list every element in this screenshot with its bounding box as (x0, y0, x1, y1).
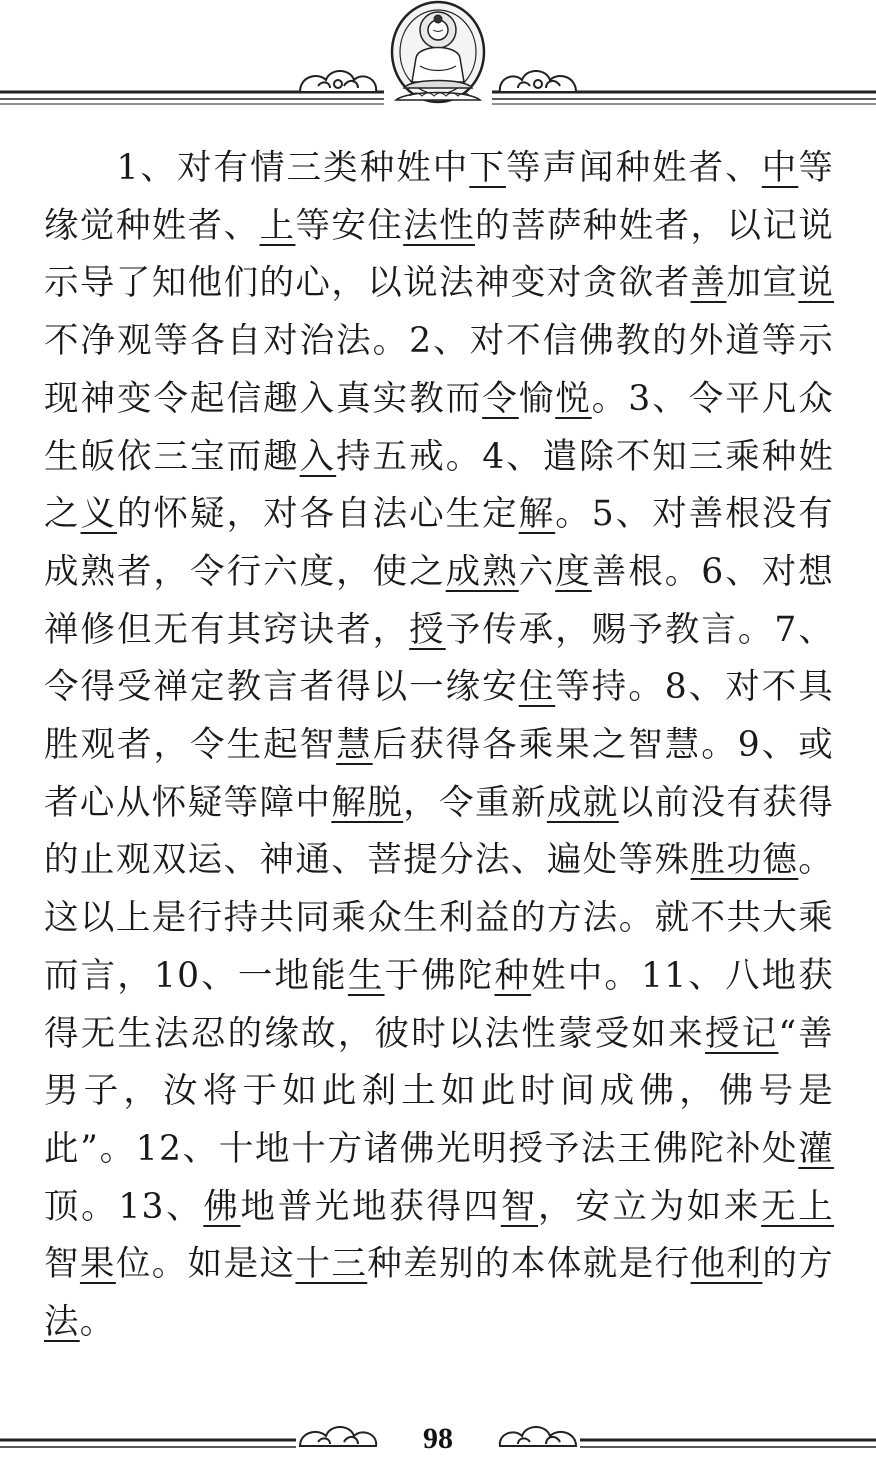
underlined-term: 解脱 (331, 782, 404, 823)
underlined-term: 入 (299, 436, 337, 477)
underlined-term: 胜功德 (690, 840, 799, 881)
text-run: 于佛陀 (384, 955, 495, 996)
text-run: 种差别的本体就是行 (367, 1244, 691, 1285)
underlined-term: 生 (347, 955, 385, 996)
text-run: 六 (518, 551, 556, 592)
underlined-term: 下 (469, 148, 506, 188)
text-run: 位。如是这 (115, 1244, 296, 1285)
cloud-scroll-left-icon (300, 71, 376, 92)
underlined-term: 果 (79, 1244, 116, 1285)
underlined-term: 无上 (761, 1186, 835, 1227)
text-run: 愉 (518, 378, 556, 419)
text-run: 1、对有情三类种姓中 (116, 148, 470, 188)
text-run: 以前没有获得的止观双运、神通、菩提分法、遍处等殊 (44, 782, 834, 881)
underlined-term: 法 (44, 1302, 80, 1343)
text-run: 。这以上是行持共同乘众生利益的方法。就不共大乘而言，10、一地能 (44, 840, 834, 996)
underlined-term: 悦 (555, 378, 592, 419)
underlined-term: 佛 (203, 1186, 241, 1227)
underlined-term: 上 (259, 205, 296, 246)
page-header-ornament (0, 0, 876, 115)
text-run: 。3、令平凡众生皈依三宝而趣 (44, 378, 834, 477)
underlined-term: 令 (482, 378, 519, 419)
underlined-term: 智 (500, 1186, 539, 1227)
text-run: 顶。13、 (44, 1186, 204, 1227)
underlined-term: 说 (798, 263, 834, 304)
underlined-term: 度 (555, 551, 592, 592)
text-run: 。5、对善根没有成熟者，令行六度，使之 (44, 494, 834, 592)
text-run: 加宣 (726, 263, 799, 304)
text-run: 不净观等各自对治法。2、对不信佛教的外道等示现神变令起信趣入真实教而 (44, 321, 834, 419)
text-run: 后获得各乘果之智慧。9、或者心从怀疑等障中 (44, 725, 834, 823)
main-text-block (44, 140, 834, 1352)
underlined-term: 中 (761, 148, 799, 188)
text-run: 等持。8、对不具胜观者，令生起智 (44, 667, 834, 766)
underlined-term: 住 (518, 667, 556, 708)
text-run: 予传承，赐予教言。7、令得受禅定教言者得以一缘安 (44, 609, 835, 708)
underlined-term: 十三 (295, 1244, 368, 1285)
text-run: 的方 (762, 1244, 835, 1285)
underlined-term: 善 (690, 263, 727, 304)
underlined-term: 授 (409, 609, 446, 650)
text-run: 姓中。11、八地获得无生法忍的缘故，彼时以法性蒙受如来 (44, 955, 835, 1054)
underlined-term: 授记 (704, 1013, 779, 1054)
text-run: 持五戒。4、遣除不知三乘种姓之 (44, 436, 835, 535)
underlined-term: 种 (494, 955, 532, 996)
cloud-scroll-right-icon (500, 71, 576, 92)
text-run: ，令重新 (403, 782, 547, 823)
text-run: 等声闻种姓者、 (505, 148, 762, 188)
underlined-term: 慧 (336, 725, 373, 766)
underlined-term: 成就 (546, 782, 619, 823)
text-run: 的怀疑，对各自法心生定 (117, 494, 519, 535)
text-run: ，安立为如来 (538, 1186, 762, 1227)
page-number: 98 (423, 1422, 453, 1455)
text-run: 等缘觉种姓者、 (44, 148, 835, 246)
text-run: 地普光地获得四 (240, 1186, 501, 1227)
underlined-term: 义 (80, 494, 118, 535)
underlined-term: 成熟 (445, 551, 519, 592)
text-run: 的菩萨种姓者，以记说示导了知他们的心，以说法神变对贪欲者 (44, 205, 835, 304)
text-run: 善根。6、对想禅修但无有其窍诀者， (44, 551, 834, 650)
text-run: 。 (79, 1302, 116, 1343)
body-paragraph (44, 140, 834, 1352)
underlined-term: 解 (518, 494, 556, 535)
underlined-term: 他利 (690, 1244, 763, 1285)
underlined-term: 法性 (403, 205, 476, 246)
text-run: 等安住 (295, 205, 404, 246)
text-run: “善男子，汝将于如此刹土如此时间成佛，佛号是此”。12、十地十方诸佛光明授予法王佛陀补处 (44, 1013, 834, 1169)
underlined-term: 灌 (798, 1128, 834, 1169)
text-run: 智 (44, 1244, 80, 1285)
buddha-emblem-icon (392, 2, 484, 102)
